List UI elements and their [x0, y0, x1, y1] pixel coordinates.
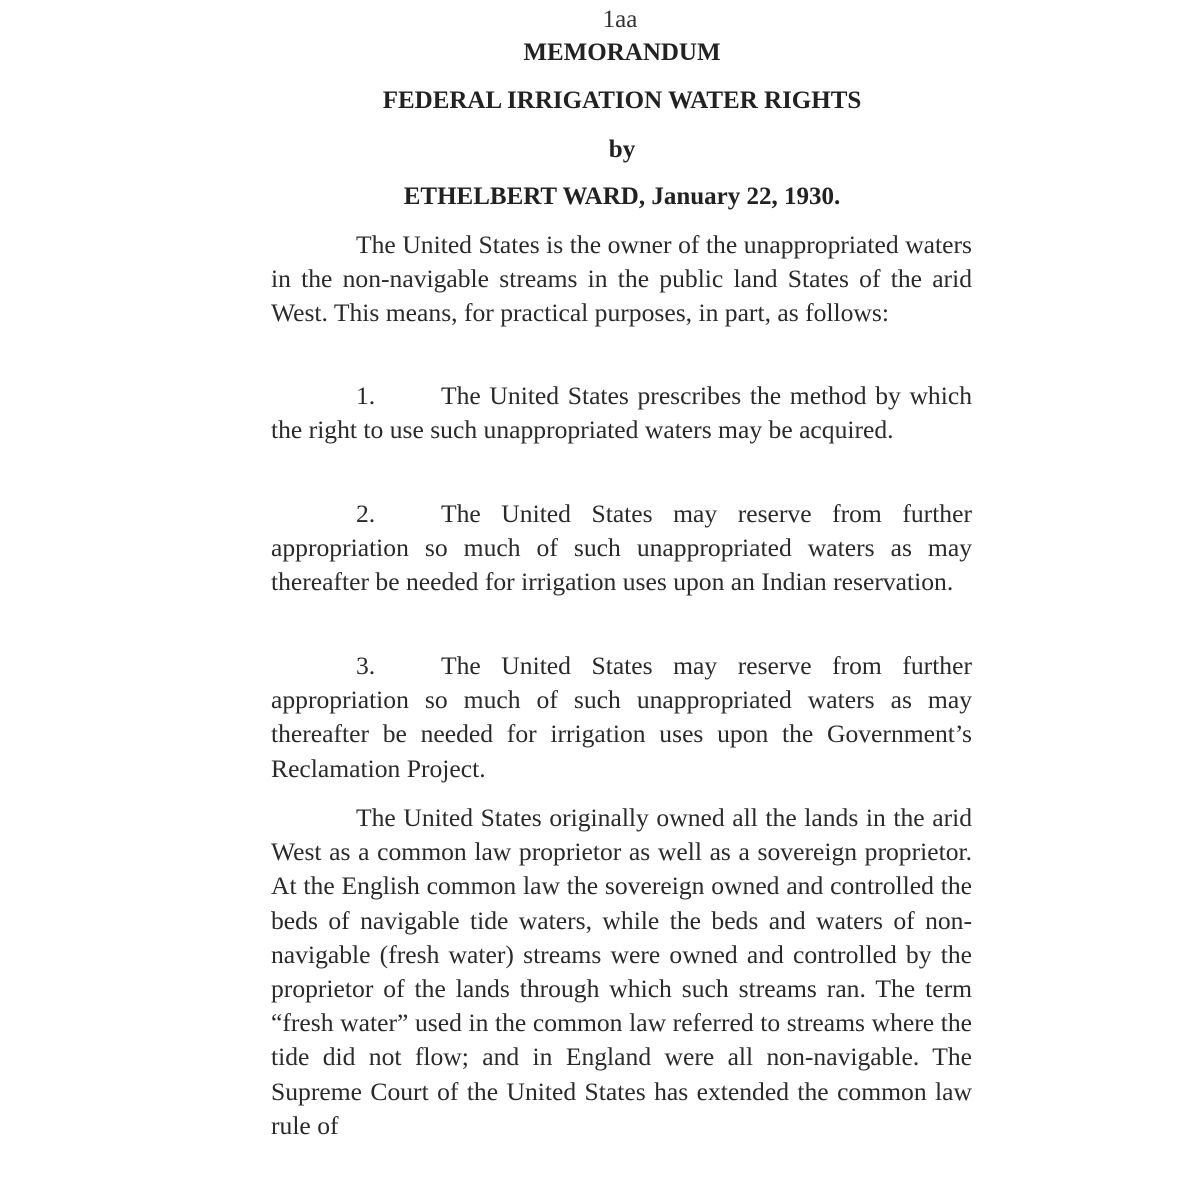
list-item-1-number: 1. [356, 381, 376, 410]
list-item-2-paragraph [271, 497, 972, 600]
intro-paragraph [271, 228, 972, 331]
list-item-1 [271, 379, 972, 447]
memo-heading: MEMORANDUM [523, 39, 721, 66]
author-date: ETHELBERT WARD, January 22, 1930. [403, 183, 841, 210]
list-item-1-text: The United States prescribes the method by which the right to use such unappropriated waters may be acquired. [271, 381, 972, 445]
closing-paragraph [271, 801, 972, 1143]
list-item-3-text: The United States may reserve from further appropriation so much of such unappropriated waters as may thereafter be needed for irrigation uses upon the Government’s Reclamation Project. [271, 651, 972, 783]
list-item-2-number: 2. [356, 499, 376, 528]
page-number: 1aa [602, 6, 638, 33]
list-item-2 [271, 497, 972, 600]
byline-label: by [608, 136, 636, 163]
list-item-3-number: 3. [356, 651, 376, 680]
intro-text: The United States is the owner of the unappropriated waters in the non-navigable streams in the public land States of the arid West. This means, for practical purposes, in part, as follows: [271, 230, 972, 328]
list-item-3 [271, 649, 972, 786]
list-item-3-paragraph [271, 649, 972, 786]
list-item-1-paragraph [271, 379, 972, 447]
memo-title: FEDERAL IRRIGATION WATER RIGHTS [382, 87, 862, 114]
list-item-2-text: The United States may reserve from further appropriation so much of such unappropriated waters as may thereafter be needed for irrigation uses upon an Indian reservation. [271, 499, 972, 597]
closing-text: The United States originally owned all the lands in the arid West as a common law proprietor as well as a sovereign proprietor. At the English common law the sovereign owned and controlled the beds of navigable tide waters, while the beds and waters of non-navigable (fresh water) streams were owned and controlled by the proprietor of the lands through which such streams ran. The term “fresh water” used in the common law referred to streams where the tide did not flow; and in England were all non-navigable. The Supreme Court of the United States has extended the common law rule of [271, 803, 972, 1140]
